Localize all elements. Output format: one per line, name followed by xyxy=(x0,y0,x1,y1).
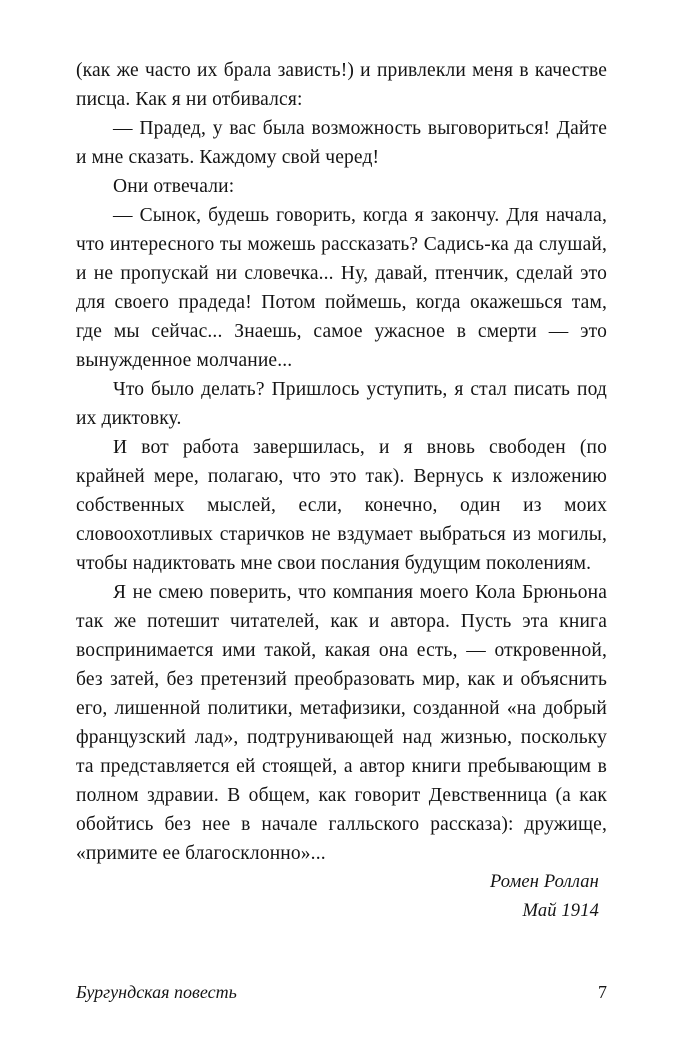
paragraph: — Сынок, будешь говорить, когда я закончу. Для начала, что интересного ты можешь рассказать? Садись-ка да слушай, и не пропускай ни словечка... Ну, давай, птенчик, сделай это для своего прадеда! Потом поймешь, когда окажешься там, где мы сейчас... Знаешь, самое ужасное в смерти — это вынужденное молчание... xyxy=(76,205,607,371)
running-title: Бургундская повесть xyxy=(76,982,237,1002)
paragraph: Я не смею поверить, что компания моего Кола Брюньона так же потешит читателей, как и автора. Пусть эта книга воспринимается ими такой, какая она есть, — откровенной, без затей, без претензий преобразовать мир, как и объяснить его, лишенной политики, метафизики, созданной «на добрый французский лад», подтрунивающей над жизнью, поскольку та представляется ей стоящей, а автор книги пребывающим в полном здравии. В общем, как говорит Девственница (а как обойтись без нее в начале галльского рассказа): дружище, «примите ее благосклонно»... xyxy=(76,582,607,864)
paragraph: (как же часто их брала зависть!) и привлекли меня в качестве писца. Как я ни отбивался: xyxy=(76,60,607,110)
page-footer xyxy=(76,981,607,1003)
signature-block xyxy=(76,868,607,926)
paragraph: И вот работа завершилась, и я вновь свободен (по крайней мере, полагаю, что это так). Вернусь к изложению собственных мыслей, если, конечно, один из моих словоохотливых старичков не вздумает выбраться из могилы, чтобы надиктовать мне свои послания будущим поколениям. xyxy=(76,437,607,574)
signature-author: Ромен Роллан xyxy=(489,872,599,892)
page-number: 7 xyxy=(598,982,607,1002)
paragraph: Они отвечали: xyxy=(113,176,235,197)
page-text xyxy=(76,56,607,926)
signature-date: Май 1914 xyxy=(522,901,599,921)
paragraph: — Прадед, у вас была возможность выговориться! Дайте и мне сказать. Каждому свой черед! xyxy=(76,118,607,168)
paragraph: Что было делать? Пришлось уступить, я стал писать под их диктовку. xyxy=(76,379,607,429)
